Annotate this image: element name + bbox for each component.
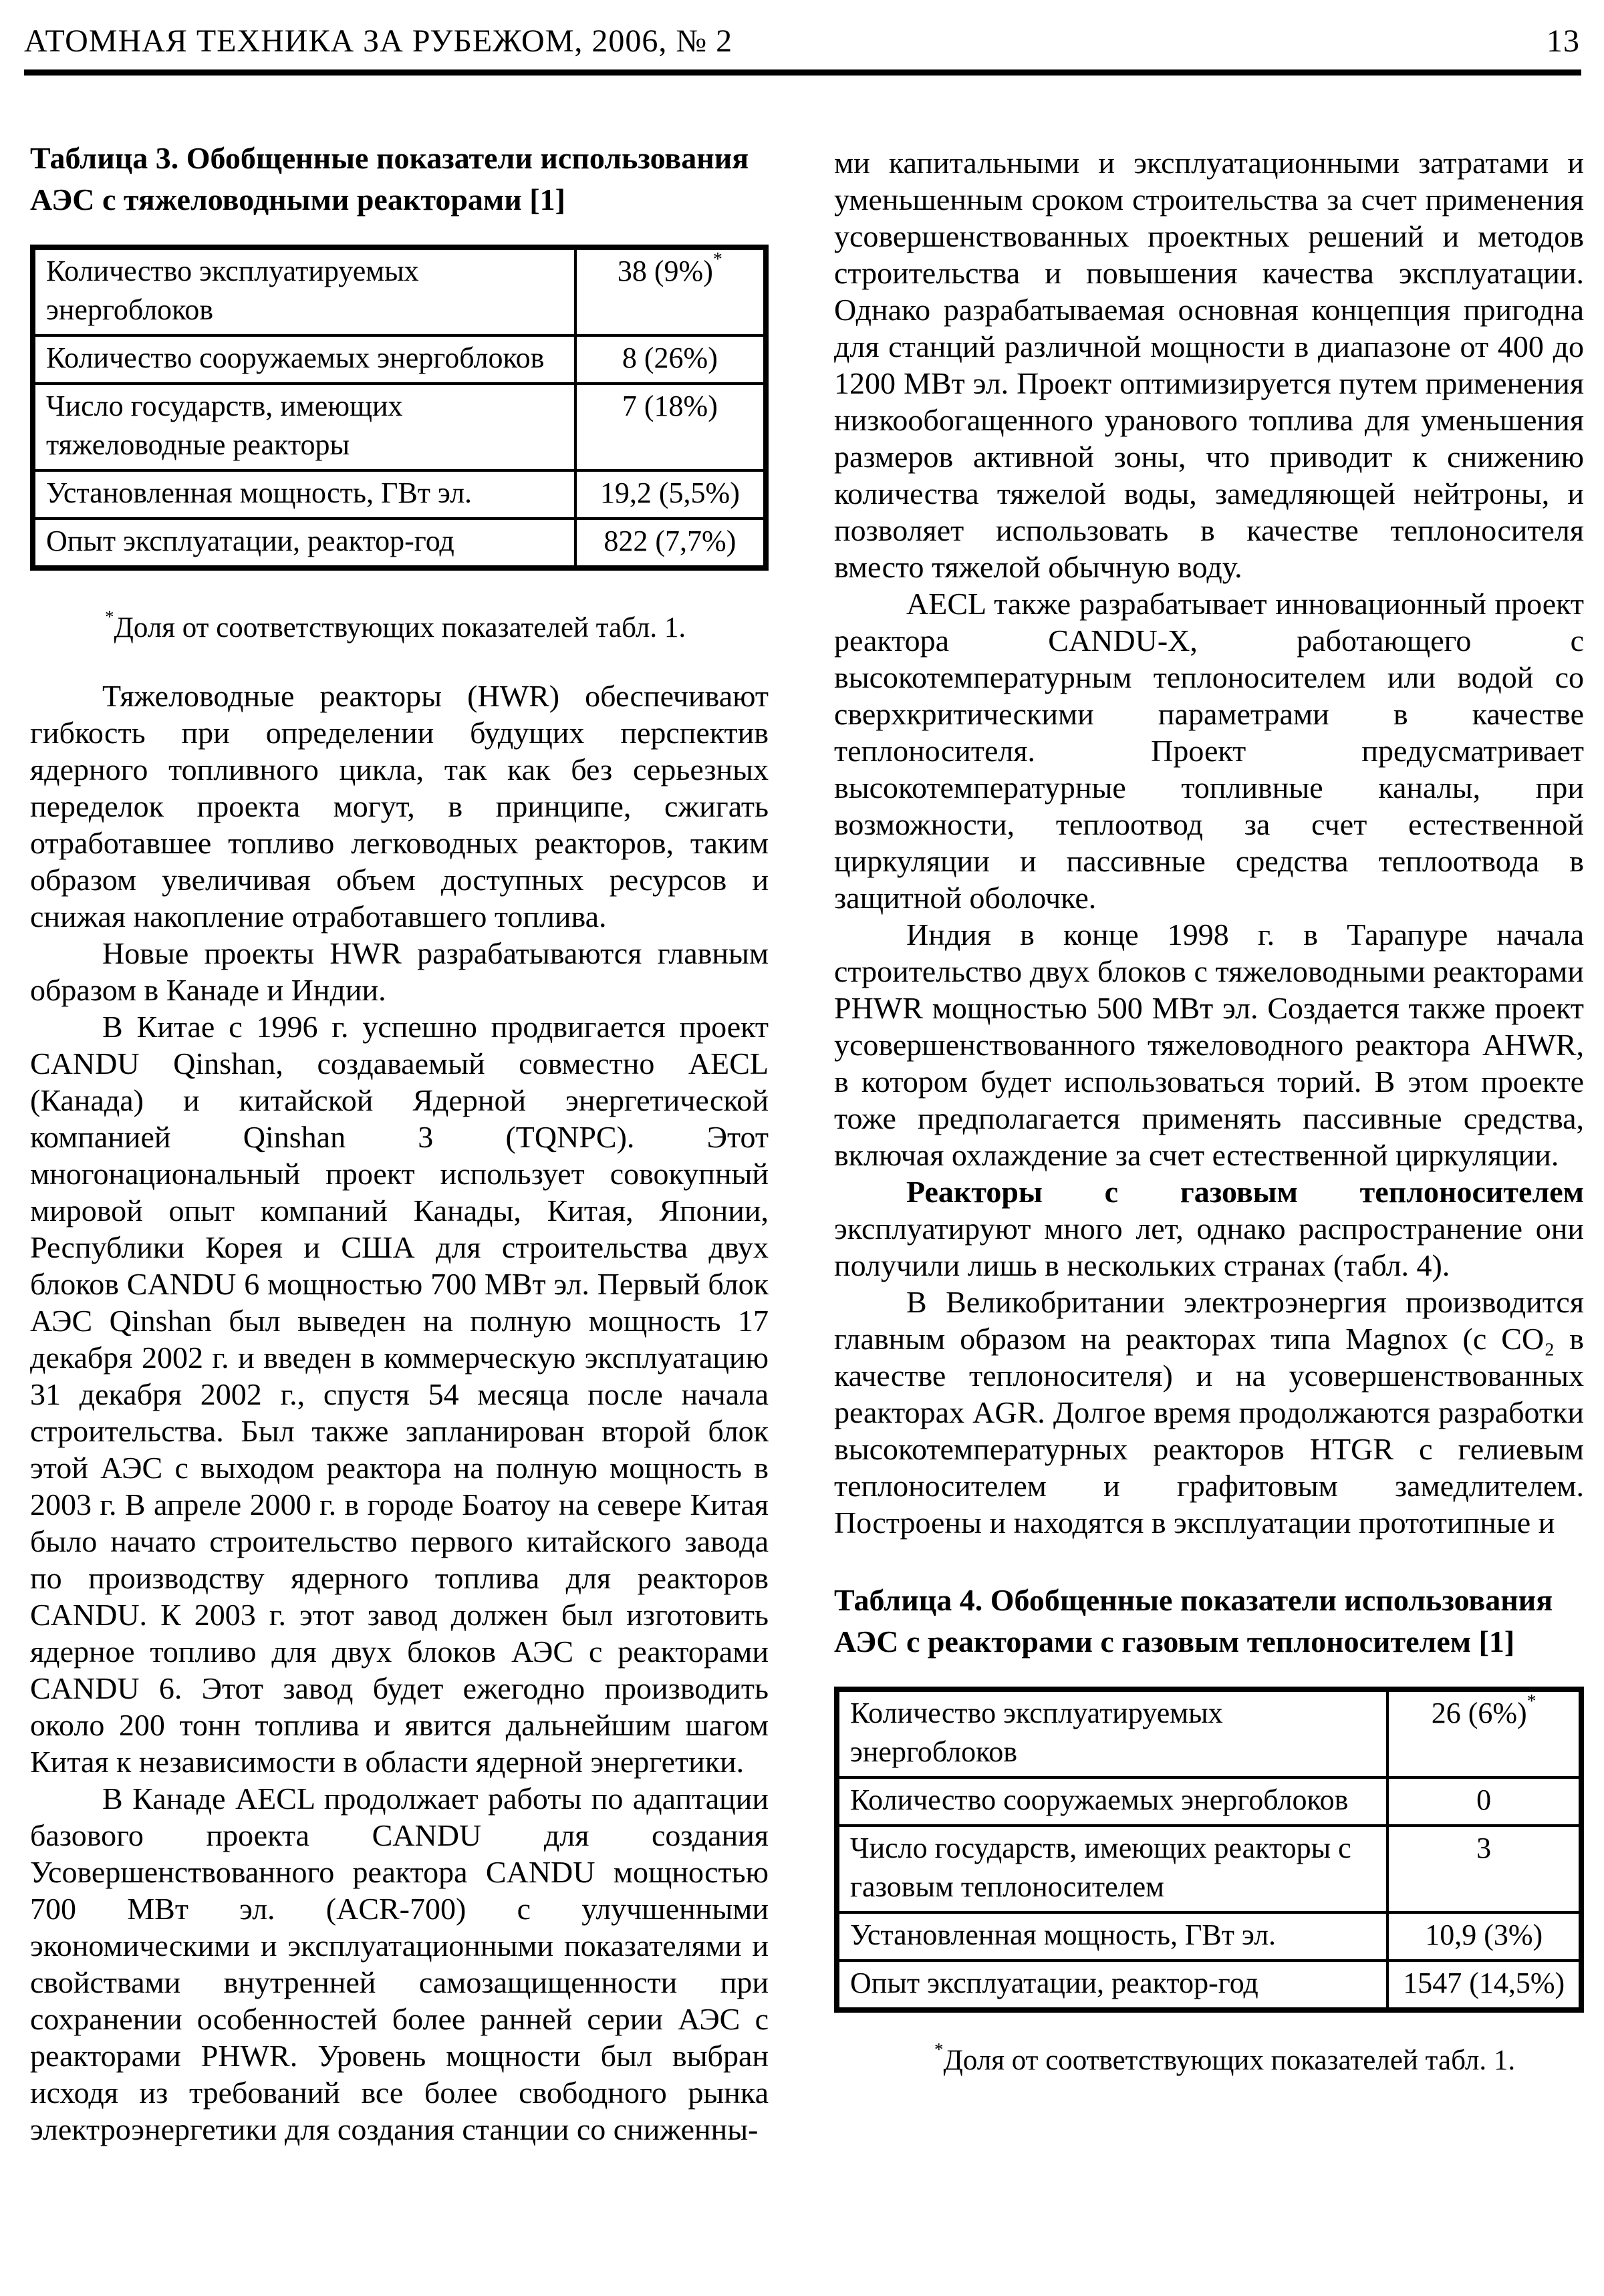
footnote-marker: * <box>105 607 114 627</box>
journal-title: АТОМНАЯ ТЕХНИКА ЗА РУБЕЖОМ, 2006, № 2 <box>24 23 733 59</box>
value-superscript-marker: * <box>712 249 722 270</box>
row-value <box>1387 1689 1581 1777</box>
paragraph-uk-magnox: В Великобритании электроэнергия производится главным образом на реакторах типа Magnox (с CO₂ в качестве теплоносителя) и на усовершенствованных реакторах AGR. Долгое время продолжаются разработки высокотемпературных реакторов HTGR с гелиевым теплоносителем и графитовым замедлителем. Построены и находятся в эксплуатации прототипные и <box>834 1285 1584 1540</box>
table-row <box>837 1826 1581 1912</box>
footnote-marker: * <box>934 2039 944 2059</box>
row-value <box>575 519 766 568</box>
paragraph-canada-acr: В Канаде AECL продолжает работы по адаптации базового проекта CANDU для создания Усовершенствованного реактора CANDU мощностью 700 МВт эл. (ACR-700) с улучшенными экономическими и эксплуатационными показателями и свойствами внутренней самозащищенности при сохранении особенностей более ранней серии АЭС с реакторами PHWR. Уровень мощности был выбран исходя из требований все более свободного рынка электроэнергетики для создания станции со сниженны- <box>30 1781 769 2146</box>
paragraph-india-phwr: Индия в конце 1998 г. в Тарапуре начала строительство двух блоков с тяжеловодными реакторами PHWR мощностью 500 МВт эл. Создается также проект усовершенствованного тяжеловодного реактора AHWR, в котором будет использоваться торий. В этом проекте тоже предполагается применять пассивные средства, включая охлаждение за счет естественной циркуляции. <box>834 917 1584 1172</box>
table4-caption: Таблица 4. Обобщенные показатели использования АЭС с реакторами с газовым теплоносителем [1] <box>834 1583 1553 1659</box>
row-value-text: 19,2 (5,5%) <box>599 476 740 509</box>
table-row <box>33 519 766 568</box>
page-number: 13 <box>1547 23 1580 59</box>
table-row <box>837 1912 1581 1961</box>
table-row <box>33 335 766 384</box>
right-column <box>834 79 1584 2078</box>
row-value-text: 38 (9%) <box>617 255 713 287</box>
row-label: Количество эксплуатируемых энергоблоков <box>33 247 575 335</box>
left-column <box>30 79 769 2148</box>
row-value <box>575 247 766 335</box>
row-label: Установленная мощность, ГВт эл. <box>837 1912 1387 1961</box>
row-value <box>1387 1826 1581 1912</box>
paragraph-acr-continued: ми капитальными и эксплуатационными затратами и уменьшенным сроком строительства за счет применения усовершенствованных проектных решений и методов строительства и повышения качества эксплуатации. Однако разрабатываемая основная концепция пригодна для станций различной мощности в диапазоне от 400 до 1200 МВт эл. Проект оптимизируется путем применения низкообогащенного уранового топлива для уменьшения размеров активной зоны, что приводит к снижению количества тяжелой воды, замедляющей нейтроны, и позволяет использовать в качестве теплоносителя вместо тяжелой обычную воду. <box>834 146 1584 584</box>
row-value <box>1387 1777 1581 1826</box>
row-value-text: 3 <box>1476 1832 1492 1864</box>
footnote-text: Доля от соответствующих показателей табл. 1. <box>943 2045 1516 2076</box>
footnote-text: Доля от соответствующих показателей табл. 1. <box>114 612 686 643</box>
table-row <box>837 1961 1581 2010</box>
table-row <box>33 247 766 335</box>
row-label: Опыт эксплуатации, реактор-год <box>837 1961 1387 2010</box>
table3-footnote <box>105 607 769 645</box>
row-value <box>575 335 766 384</box>
row-value-text: 26 (6%) <box>1431 1697 1527 1729</box>
table-row <box>837 1689 1581 1777</box>
paragraph-new-projects: Новые проекты HWR разрабатываются главным образом в Канаде и Индии. <box>30 936 769 1007</box>
row-value-text: 822 (7,7%) <box>604 525 737 557</box>
row-value <box>575 384 766 470</box>
row-value-text: 7 (18%) <box>622 390 718 422</box>
table-row <box>837 1777 1581 1826</box>
row-value-text: 1547 (14,5%) <box>1403 1967 1565 1999</box>
row-value <box>575 470 766 519</box>
left-column-body <box>30 678 769 2148</box>
table4 <box>834 1687 1584 2013</box>
row-label: Количество сооружаемых энергоблоков <box>837 1777 1387 1826</box>
row-label: Число государств, имеющих тяжеловодные реакторы <box>33 384 575 470</box>
paragraph-hwr-intro: Тяжеловодные реакторы (HWR) обеспечивают гибкость при определении будущих перспектив ядерного топливного цикла, так как без серьезных переделок проекта могут, в принципе, сжигать отработавшее топливо легководных реакторов, таким образом увеличивая объем доступных ресурсов и снижая накопление отработавшего топлива. <box>30 679 769 934</box>
table-row <box>33 470 766 519</box>
page-header <box>24 23 1580 60</box>
row-value-text: 10,9 (3%) <box>1425 1918 1543 1951</box>
paragraph-china-candu: В Китае с 1996 г. успешно продвигается проект CANDU Qinshan, создаваемый совместно AECL (Канада) и китайской Ядерной энергетической компанией Qinshan 3 (TQNPC). Этот многонациональный проект использует совокупный мировой опыт компаний Канады, Китая, Японии, Республики Корея и США для строительства двух блоков CANDU 6 мощностью 700 МВт эл. Первый блок АЭС Qinshan был выведен на полную мощность 17 декабря 2002 г. и введен в коммерческую эксплуатацию 31 декабря 2002 г., спустя 54 месяца после начала строительства. Был также запланирован второй блок этой АЭС с выходом реактора на полную мощность в 2003 г. В апреле 2000 г. в городе Боатоу на севере Китая было начато строительство первого китайского завода по производству ядерного топлива для реакторов CANDU. К 2003 г. этот завод должен был изготовить ядерное топливо для двух блоков АЭС с реакторами CANDU 6. Этот завод будет ежегодно производить около 200 тонн топлива и явится дальнейшим шагом Китая к независимости в области ядерной энергетики. <box>30 1010 769 1779</box>
gas-reactors-bold-lead: Реакторы с газовым теплоносителем <box>906 1175 1584 1209</box>
right-column-body <box>834 144 1584 1541</box>
row-label: Опыт эксплуатации, реактор-год <box>33 519 575 568</box>
row-value <box>1387 1912 1581 1961</box>
table4-footnote <box>934 2039 1584 2078</box>
paragraph-candu-x: AECL также разрабатывает инновационный проект реактора CANDU-X, работающего с высокотемпературным теплоносителем или водой со сверхкритическими параметрами в качестве теплоносителя. Проект предусматривает высокотемпературные топливные каналы, при возможности, теплоотвод за счет естественной циркуляции и пассивные средства теплоотвода в защитной оболочке. <box>834 587 1584 915</box>
row-label: Установленная мощность, ГВт эл. <box>33 470 575 519</box>
value-superscript-marker: * <box>1526 1691 1536 1712</box>
table3-caption: Таблица 3. Обобщенные показатели использования АЭС с тяжеловодными реакторами [1] <box>30 141 749 217</box>
gas-reactors-rest: эксплуатируют много лет, однако распространение они получили лишь в нескольких странах (табл. 4). <box>834 1211 1584 1282</box>
table-row <box>33 384 766 470</box>
table3 <box>30 245 769 571</box>
row-value-text: 8 (26%) <box>622 341 718 374</box>
header-rule <box>24 69 1581 76</box>
row-value-text: 0 <box>1476 1783 1492 1816</box>
row-label: Количество сооружаемых энергоблоков <box>33 335 575 384</box>
paragraph-gas-cooled-reactors <box>834 1173 1584 1284</box>
row-label: Количество эксплуатируемых энергоблоков <box>837 1689 1387 1777</box>
row-value <box>1387 1961 1581 2010</box>
row-label: Число государств, имеющих реакторы с газовым теплоносителем <box>837 1826 1387 1912</box>
